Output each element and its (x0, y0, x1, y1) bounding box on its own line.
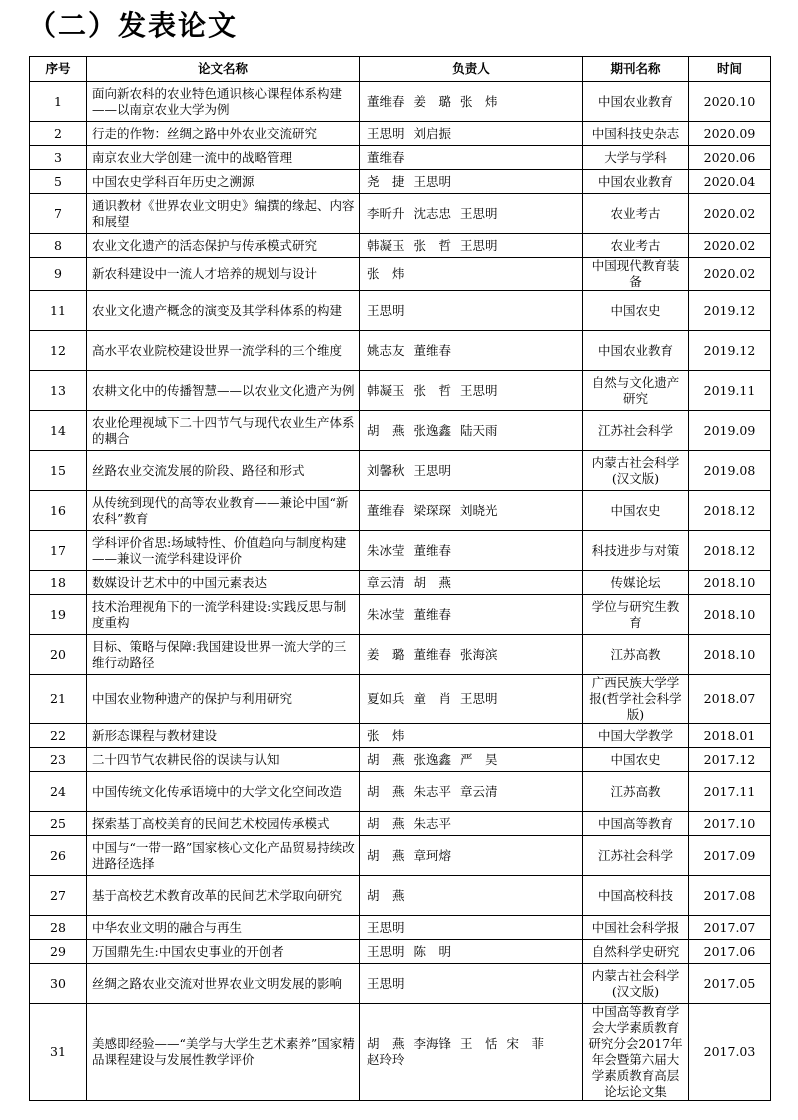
author-name: 王思明 (460, 691, 498, 706)
paper-title: 万国鼎先生:中国农史事业的开创者 (87, 940, 360, 964)
row-number: 23 (30, 748, 87, 772)
paper-authors (360, 411, 583, 451)
paper-authors (360, 772, 583, 812)
column-header-journal: 期刊名称 (583, 57, 689, 82)
paper-authors (360, 876, 583, 916)
author-name: 王思明 (460, 205, 498, 221)
publication-date: 2020.09 (689, 122, 771, 146)
table-row (30, 571, 771, 595)
paper-title: 新形态课程与教材建设 (87, 724, 360, 748)
publication-date: 2018.10 (689, 571, 771, 595)
author-name: 胡 燕 (367, 1036, 405, 1051)
author-name: 刘晓光 (460, 502, 498, 518)
author-name: 沈志忠 (413, 205, 452, 221)
paper-title: 新农科建设中一流人才培养的规划与设计 (87, 258, 360, 291)
journal-name: 江苏社会科学 (583, 411, 689, 451)
author-name: 章云清 (367, 574, 405, 590)
row-number: 19 (30, 595, 87, 635)
table-row (30, 635, 771, 675)
table-row (30, 291, 771, 331)
publication-date: 2018.12 (689, 531, 771, 571)
author-name: 张逸鑫 (413, 422, 452, 438)
author-name: 王思明 (413, 462, 452, 478)
author-name: 王思明 (460, 237, 498, 253)
journal-name: 传媒论坛 (583, 571, 689, 595)
paper-authors (360, 571, 583, 595)
author-name: 胡 燕 (367, 751, 405, 767)
author-name: 董维春 (413, 542, 452, 558)
author-name: 张 炜 (367, 727, 405, 743)
paper-authors (360, 331, 583, 371)
author-name: 严 昊 (460, 751, 498, 767)
author-name: 张逸鑫 (413, 751, 452, 767)
paper-title: 南京农业大学创建一流中的战略管理 (87, 146, 360, 170)
author-name: 张 哲 (413, 237, 452, 253)
publication-date: 2018.12 (689, 491, 771, 531)
author-name: 胡 燕 (367, 815, 405, 831)
paper-authors (360, 724, 583, 748)
row-number: 2 (30, 122, 87, 146)
row-number: 7 (30, 194, 87, 234)
author-name: 董维春 (413, 606, 452, 622)
author-name: 宋 菲 (506, 1036, 545, 1051)
author-name: 童 肖 (413, 691, 452, 706)
paper-authors (360, 82, 583, 122)
publication-date: 2017.08 (689, 876, 771, 916)
author-name: 朱志平 (413, 783, 452, 799)
row-number: 14 (30, 411, 87, 451)
author-name: 王思明 (460, 382, 498, 398)
row-number: 22 (30, 724, 87, 748)
table-row (30, 451, 771, 491)
paper-authors (360, 146, 583, 170)
papers-table (29, 56, 771, 1101)
publication-date: 2020.02 (689, 234, 771, 258)
column-header-number: 序号 (30, 57, 87, 82)
journal-name: 中国社会科学报 (583, 916, 689, 940)
paper-title: 农耕文化中的传播智慧——以农业文化遗产为例 (87, 371, 360, 411)
row-number: 28 (30, 916, 87, 940)
row-number: 25 (30, 812, 87, 836)
paper-authors (360, 371, 583, 411)
journal-name: 中国科技史杂志 (583, 122, 689, 146)
journal-name: 中国农业教育 (583, 82, 689, 122)
journal-name: 内蒙古社会科学(汉文版) (583, 964, 689, 1004)
row-number: 11 (30, 291, 87, 331)
paper-authors (360, 491, 583, 531)
table-row (30, 491, 771, 531)
journal-name: 江苏高教 (583, 772, 689, 812)
row-number: 26 (30, 836, 87, 876)
row-number: 3 (30, 146, 87, 170)
author-name: 刘启振 (413, 125, 452, 141)
journal-name: 中国农业教育 (583, 331, 689, 371)
table-row (30, 82, 771, 122)
publication-date: 2019.12 (689, 331, 771, 371)
section-heading: （二）发表论文 (28, 9, 239, 42)
author-name: 李海锋 (413, 1036, 452, 1051)
paper-title: 中华农业文明的融合与再生 (87, 916, 360, 940)
table-row (30, 411, 771, 451)
journal-name: 广西民族大学学报(哲学社会科学版) (583, 675, 689, 724)
author-name: 董维春 (367, 502, 405, 518)
row-number: 21 (30, 675, 87, 724)
paper-title: 农业伦理视域下二十四节气与现代农业生产体系的耦合 (87, 411, 360, 451)
row-number: 8 (30, 234, 87, 258)
table-row (30, 772, 771, 812)
author-name: 张 哲 (413, 382, 452, 398)
journal-name: 中国农业教育 (583, 170, 689, 194)
paper-title: 美感即经验——“美学与大学生艺术素养”国家精品课程建设与发展性教学评价 (87, 1004, 360, 1101)
table-row (30, 595, 771, 635)
paper-title: 丝绸之路农业交流对世界农业文明发展的影响 (87, 964, 360, 1004)
publication-date: 2017.07 (689, 916, 771, 940)
table-row (30, 1004, 771, 1101)
author-name: 赵玲玲 (367, 1052, 405, 1067)
author-name: 姚志友 (367, 342, 405, 358)
author-name: 王思明 (367, 302, 405, 318)
author-name: 董维春 (413, 342, 452, 358)
paper-title: 丝路农业交流发展的阶段、路径和形式 (87, 451, 360, 491)
author-name: 张 炜 (367, 266, 405, 281)
paper-authors (360, 258, 583, 291)
publication-date: 2020.02 (689, 258, 771, 291)
column-header-authors: 负责人 (360, 57, 583, 82)
paper-authors (360, 635, 583, 675)
table-row (30, 876, 771, 916)
publication-date: 2017.03 (689, 1004, 771, 1101)
author-name: 章云清 (460, 783, 498, 799)
row-number: 17 (30, 531, 87, 571)
journal-name: 自然与文化遗产研究 (583, 371, 689, 411)
row-number: 16 (30, 491, 87, 531)
paper-authors (360, 836, 583, 876)
column-header-title: 论文名称 (87, 57, 360, 82)
author-name: 胡 燕 (367, 847, 405, 863)
row-number: 5 (30, 170, 87, 194)
author-name: 韩凝玉 (367, 237, 405, 253)
author-name: 王思明 (367, 975, 405, 991)
table-row (30, 724, 771, 748)
author-name: 梁琛琛 (413, 502, 452, 518)
paper-title: 目标、策略与保障:我国建设世界一流大学的三维行动路径 (87, 635, 360, 675)
paper-title: 通识教材《世界农业文明史》编撰的缘起、内容和展望 (87, 194, 360, 234)
author-name: 胡 燕 (367, 783, 405, 799)
paper-title: 面向新农科的农业特色通识核心课程体系构建——以南京农业大学为例 (87, 82, 360, 122)
table-row (30, 940, 771, 964)
journal-name: 江苏高教 (583, 635, 689, 675)
author-name: 董维春 (367, 93, 405, 109)
publication-date: 2017.11 (689, 772, 771, 812)
paper-title: 基于高校艺术教育改革的民间艺术学取向研究 (87, 876, 360, 916)
journal-name: 中国高等教育 (583, 812, 689, 836)
author-name: 董维春 (367, 149, 405, 165)
paper-authors (360, 291, 583, 331)
author-name: 陆天雨 (460, 422, 498, 438)
paper-authors (360, 916, 583, 940)
author-name: 刘馨秋 (367, 462, 405, 478)
author-name: 张 炜 (460, 93, 498, 109)
publication-date: 2017.05 (689, 964, 771, 1004)
author-name: 董维春 (413, 646, 452, 662)
journal-name: 中国农史 (583, 748, 689, 772)
paper-title: 高水平农业院校建设世界一流学科的三个维度 (87, 331, 360, 371)
author-name: 王思明 (367, 919, 405, 935)
paper-title: 数媒设计艺术中的中国元素表达 (87, 571, 360, 595)
author-name: 胡 燕 (367, 422, 405, 438)
publication-date: 2020.10 (689, 82, 771, 122)
table-row (30, 146, 771, 170)
table-row (30, 964, 771, 1004)
paper-title: 技术治理视角下的一流学科建设:实践反思与制度重构 (87, 595, 360, 635)
author-name: 章珂熔 (413, 847, 452, 863)
paper-authors (360, 940, 583, 964)
table-row (30, 675, 771, 724)
author-name: 姜 璐 (413, 93, 452, 109)
author-name: 张海滨 (460, 646, 498, 662)
row-number: 27 (30, 876, 87, 916)
journal-name: 大学与学科 (583, 146, 689, 170)
paper-title: 探索基丁高校美育的民间艺术校园传承模式 (87, 812, 360, 836)
journal-name: 中国农史 (583, 491, 689, 531)
table-row (30, 331, 771, 371)
publication-date: 2020.04 (689, 170, 771, 194)
paper-authors (360, 812, 583, 836)
row-number: 30 (30, 964, 87, 1004)
paper-authors (360, 595, 583, 635)
table-row (30, 258, 771, 291)
author-name: 朱志平 (413, 815, 452, 831)
publication-date: 2018.10 (689, 595, 771, 635)
journal-name: 中国农史 (583, 291, 689, 331)
author-name: 陈 明 (413, 943, 452, 959)
author-name: 夏如兵 (367, 691, 405, 706)
paper-authors (360, 1004, 583, 1101)
author-name: 朱冰莹 (367, 542, 405, 558)
publication-date: 2018.01 (689, 724, 771, 748)
row-number: 31 (30, 1004, 87, 1101)
table-row (30, 170, 771, 194)
paper-title: 中国农史学科百年历史之溯源 (87, 170, 360, 194)
paper-authors (360, 451, 583, 491)
paper-authors (360, 964, 583, 1004)
paper-authors (360, 531, 583, 571)
publication-date: 2020.02 (689, 194, 771, 234)
author-name: 王 恬 (460, 1036, 498, 1051)
column-header-date: 时间 (689, 57, 771, 82)
journal-name: 江苏社会科学 (583, 836, 689, 876)
row-number: 20 (30, 635, 87, 675)
paper-title: 农业文化遗产的活态保护与传承模式研究 (87, 234, 360, 258)
paper-title: 中国与“一带一路”国家核心文化产品贸易持续改进路径选择 (87, 836, 360, 876)
paper-title: 从传统到现代的高等农业教育——兼论中国“新农科”教育 (87, 491, 360, 531)
journal-name: 科技进步与对策 (583, 531, 689, 571)
journal-name: 农业考古 (583, 194, 689, 234)
author-name: 王思明 (367, 125, 405, 141)
publication-date: 2017.06 (689, 940, 771, 964)
paper-title: 中国传统文化传承语境中的大学文化空间改造 (87, 772, 360, 812)
table-row (30, 836, 771, 876)
paper-authors (360, 194, 583, 234)
paper-authors (360, 234, 583, 258)
publication-date: 2017.10 (689, 812, 771, 836)
journal-name: 中国高校科技 (583, 876, 689, 916)
journal-name: 中国高等教育学会大学素质教育研究分会2017年年会暨第六届大学素质教育高层论坛论文集 (583, 1004, 689, 1101)
row-number: 15 (30, 451, 87, 491)
table-row (30, 812, 771, 836)
table-row (30, 122, 771, 146)
table-row (30, 916, 771, 940)
table-row (30, 748, 771, 772)
journal-name: 自然科学史研究 (583, 940, 689, 964)
row-number: 1 (30, 82, 87, 122)
table-row (30, 371, 771, 411)
journal-name: 学位与研究生教育 (583, 595, 689, 635)
publication-date: 2018.10 (689, 635, 771, 675)
publication-date: 2019.09 (689, 411, 771, 451)
paper-authors (360, 748, 583, 772)
journal-name: 中国大学教学 (583, 724, 689, 748)
paper-title: 农业文化遗产概念的演变及其学科体系的构建 (87, 291, 360, 331)
publication-date: 2018.07 (689, 675, 771, 724)
publication-date: 2017.12 (689, 748, 771, 772)
author-name: 姜 璐 (367, 646, 405, 662)
row-number: 29 (30, 940, 87, 964)
row-number: 9 (30, 258, 87, 291)
table-row (30, 234, 771, 258)
author-name: 胡 燕 (413, 574, 452, 590)
publication-date: 2017.09 (689, 836, 771, 876)
author-name: 朱冰莹 (367, 606, 405, 622)
publication-date: 2019.11 (689, 371, 771, 411)
paper-authors (360, 675, 583, 724)
row-number: 18 (30, 571, 87, 595)
journal-name: 内蒙古社会科学(汉文版) (583, 451, 689, 491)
row-number: 12 (30, 331, 87, 371)
publication-date: 2019.08 (689, 451, 771, 491)
row-number: 13 (30, 371, 87, 411)
author-name: 王思明 (413, 173, 452, 189)
publication-date: 2020.06 (689, 146, 771, 170)
publication-date: 2019.12 (689, 291, 771, 331)
author-name: 胡 燕 (367, 887, 405, 903)
paper-title: 行走的作物：丝绸之路中外农业交流研究 (87, 122, 360, 146)
paper-title: 二十四节气农耕民俗的误读与认知 (87, 748, 360, 772)
paper-authors (360, 170, 583, 194)
journal-name: 农业考古 (583, 234, 689, 258)
table-row (30, 531, 771, 571)
author-name: 韩凝玉 (367, 382, 405, 398)
paper-authors (360, 122, 583, 146)
journal-name: 中国现代教育装备 (583, 258, 689, 291)
table-row (30, 194, 771, 234)
row-number: 24 (30, 772, 87, 812)
author-name: 王思明 (367, 943, 405, 959)
author-name: 尧 捷 (367, 173, 405, 189)
author-name: 李昕升 (367, 205, 405, 221)
table-header-row (30, 57, 771, 82)
paper-title: 学科评价省思:场域特性、价值趋向与制度构建——兼议一流学科建设评价 (87, 531, 360, 571)
paper-title: 中国农业物种遗产的保护与利用研究 (87, 675, 360, 724)
